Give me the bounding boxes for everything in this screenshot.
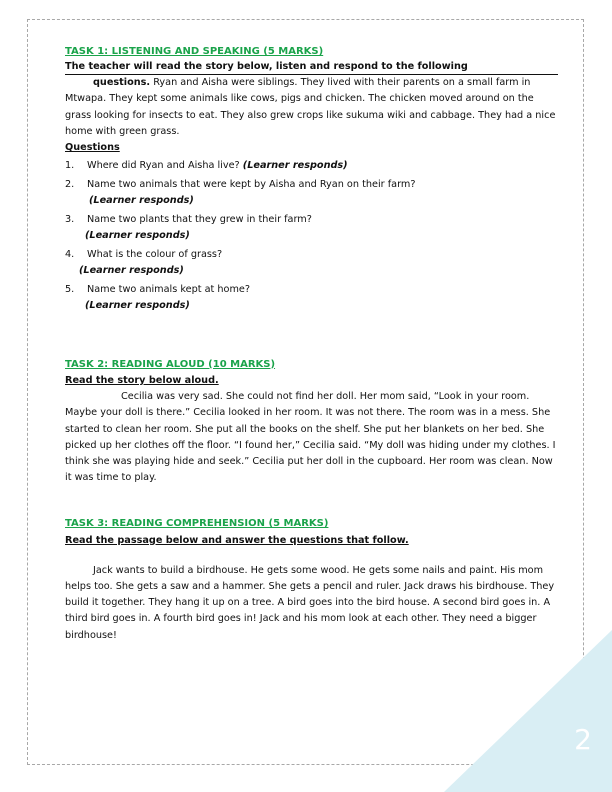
question-1: [65, 158, 558, 175]
task1-story-text: Ryan and Aisha were siblings. They lived with their parents on a small farm in Mtwapa. They kept some animals like cows, pigs and chicken. The chicken moved around on the grass looking for insects to eat. They also grew crops like sukuma wiki and cabbage. They had a nice home with green grass.: [65, 77, 556, 137]
question-2: [65, 177, 558, 210]
task3-title: TASK 3: READING COMPREHENSION (5 MARKS): [65, 518, 329, 530]
question-text: Where did Ryan and Aisha live?: [87, 160, 243, 172]
question-5: [65, 282, 558, 315]
task2-section: [65, 357, 558, 487]
page-number: 2: [574, 723, 592, 756]
question-text: Name two animals that were kept by Aisha and Ryan on their farm?: [87, 178, 416, 190]
question-number: 1.: [65, 160, 75, 172]
task2-instruction: Read the story below aloud.: [65, 374, 219, 386]
question-number: 5.: [65, 283, 75, 295]
learner-response: (Learner responds): [89, 195, 194, 207]
task1-title: TASK 1: LISTENING AND SPEAKING (5 MARKS): [65, 46, 324, 57]
task2-story: Cecilia was very sad. She could not find her doll. Her mom said, “Look in your room. Maybe your doll is there.” Cecilia looked in her room. It was not there. The room was in a mess. She started to clean her room. She put all the books on the shelf. She put her blankets on her bed. She picked up her clothes off the floor. “I found her,” Cecilia said. “My doll was hiding under my clothes. I think she was playing hide and seek.” Cecilia put her doll in the cupboard. Her room was clean. Now it was time to play.: [65, 391, 556, 484]
learner-response: (Learner responds): [79, 265, 184, 277]
questions-list: [65, 158, 558, 315]
document-content: [65, 44, 558, 644]
question-text: Name two plants that they grew in their farm?: [87, 213, 312, 225]
question-number: 3.: [65, 213, 75, 225]
task3-section: [65, 516, 558, 643]
question-text: Name two animals kept at home?: [87, 283, 251, 295]
task3-story: Jack wants to build a birdhouse. He gets some wood. He gets some nails and paint. His mom helps too. She gets a saw and a hammer. She gets a pencil and ruler. Jack draws his birdhouse. They build it together. They hang it up on a tree. A bird goes into the bird house. A second bird goes in. A third bird goes in. A fourth bird goes in! Jack and his mom look at each other. They need a bigger birdhouse!: [65, 564, 555, 641]
learner-response: (Learner responds): [242, 160, 348, 172]
question-number: 4.: [65, 248, 75, 260]
page-corner-decoration: [444, 630, 612, 792]
task1-instruction-cont: questions.: [93, 77, 151, 89]
question-4: [65, 247, 558, 280]
task3-instruction: Read the passage below and answer the questions that follow.: [65, 534, 409, 546]
questions-heading: Questions: [65, 142, 120, 154]
learner-response: (Learner responds): [85, 230, 190, 242]
task1-story: [65, 75, 558, 140]
task1-instruction: The teacher will read the story below, listen and respond to the following: [65, 60, 558, 75]
question-number: 2.: [65, 178, 75, 190]
task2-title: TASK 2: READING ALOUD (10 MARKS): [65, 358, 276, 370]
question-text: What is the colour of grass?: [87, 248, 223, 260]
question-3: [65, 212, 558, 245]
learner-response: (Learner responds): [85, 300, 190, 312]
task1-section: [65, 44, 558, 315]
